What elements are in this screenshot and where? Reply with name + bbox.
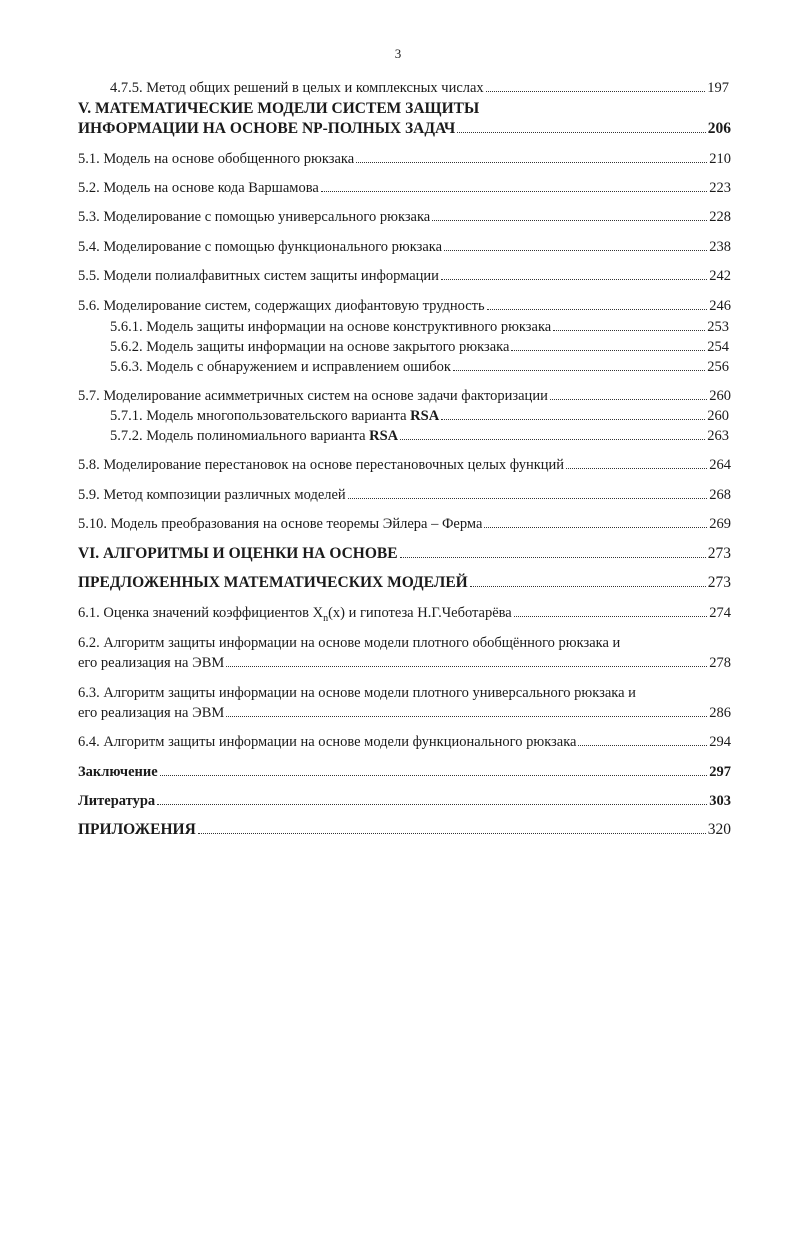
page-number: 3 bbox=[394, 46, 402, 61]
toc-entry-6-2-line1[interactable]: 6.2. Алгоритм защиты информации на основе модели плотного обобщённого рюкзака и bbox=[78, 635, 621, 651]
toc-entry-conclusion[interactable] bbox=[78, 763, 731, 781]
toc-entry-page: 278 bbox=[709, 655, 731, 671]
dot-leader bbox=[566, 468, 707, 469]
toc-entry-page: 294 bbox=[709, 734, 731, 750]
toc-entry-page: 246 bbox=[709, 298, 731, 314]
toc-entry-page: 228 bbox=[709, 209, 731, 225]
toc-entry-5-5[interactable] bbox=[78, 267, 731, 285]
dot-leader bbox=[484, 527, 707, 528]
dot-leader bbox=[160, 775, 708, 776]
toc-entry-5-4[interactable] bbox=[78, 238, 731, 256]
dot-leader bbox=[356, 162, 707, 163]
toc-entry-5-2[interactable] bbox=[78, 179, 731, 197]
dot-leader bbox=[444, 250, 707, 251]
toc-entry-5-1[interactable] bbox=[78, 150, 731, 168]
toc-entry-page: 238 bbox=[709, 239, 731, 255]
toc-entry-page: 269 bbox=[709, 516, 731, 532]
toc-entry-page: 197 bbox=[707, 80, 729, 96]
dot-leader bbox=[321, 191, 707, 192]
dot-leader bbox=[441, 279, 707, 280]
toc-entry-literature[interactable] bbox=[78, 792, 731, 810]
toc-entry-6-2[interactable] bbox=[78, 654, 731, 672]
toc-entry-title: 5.6.3. Модель с обнаружением и исправлением ошибок bbox=[110, 359, 451, 375]
toc-entry-page: 263 bbox=[707, 428, 729, 444]
toc-entry-5-6-1[interactable] bbox=[110, 318, 729, 336]
toc-entry-title: ИНФОРМАЦИИ НА ОСНОВЕ NP-ПОЛНЫХ ЗАДАЧ bbox=[78, 120, 456, 137]
toc-entry-title: 5.6. Моделирование систем, содержащих диофантовую трудность bbox=[78, 298, 485, 314]
toc-entry-4-7-5[interactable] bbox=[110, 79, 729, 97]
toc-entry-5-6-2[interactable] bbox=[110, 338, 729, 356]
toc-entry-5-8[interactable] bbox=[78, 456, 731, 474]
toc-entry-title: 5.9. Метод композиции различных моделей bbox=[78, 487, 346, 503]
toc-entry-title: 5.10. Модель преобразования на основе теоремы Эйлера – Ферма bbox=[78, 516, 483, 532]
toc-entry-5-7-2[interactable] bbox=[110, 427, 729, 445]
toc-entry-title: ПРЕДЛОЖЕННЫХ МАТЕМАТИЧЕСКИХ МОДЕЛЕЙ bbox=[78, 574, 468, 591]
dot-leader bbox=[514, 616, 708, 617]
toc-entry-title: 6.4. Алгоритм защиты информации на основе модели функционального рюкзака bbox=[78, 734, 577, 750]
dot-leader bbox=[511, 350, 705, 351]
toc-entry-title: 5.7.1. Модель многопользовательского варианта RSA bbox=[110, 408, 440, 424]
toc-entry-5-6-3[interactable] bbox=[110, 358, 729, 376]
dot-leader bbox=[550, 399, 707, 400]
toc-entry-title: 5.3. Моделирование с помощью универсального рюкзака bbox=[78, 209, 431, 225]
toc-entry-5-7-1[interactable] bbox=[110, 407, 729, 425]
toc-entry-title: 5.6.2. Модель защиты информации на основе закрытого рюкзака bbox=[110, 339, 510, 355]
toc-entry-page: 256 bbox=[707, 359, 729, 375]
dot-leader bbox=[486, 91, 706, 92]
dot-leader bbox=[157, 804, 707, 805]
toc-entry-title: 5.5. Модели полиалфавитных систем защиты информации bbox=[78, 268, 439, 284]
dot-leader bbox=[348, 498, 708, 499]
toc-entry-5-6[interactable] bbox=[78, 297, 731, 315]
toc-entry-page: 274 bbox=[709, 605, 731, 621]
toc-entry-title: его реализация на ЭВМ bbox=[78, 705, 225, 721]
toc-entry-page: 273 bbox=[707, 574, 731, 591]
toc-entry-title: его реализация на ЭВМ bbox=[78, 655, 225, 671]
toc-entry-page: 273 bbox=[707, 545, 731, 562]
toc-entry-page: 268 bbox=[709, 487, 731, 503]
dot-leader bbox=[553, 330, 705, 331]
toc-entry-page: 242 bbox=[709, 268, 731, 284]
toc-entry-5-3[interactable] bbox=[78, 208, 731, 226]
toc-entry-6-3[interactable] bbox=[78, 704, 731, 722]
toc-entry-chapter-5[interactable] bbox=[78, 120, 731, 138]
dot-leader bbox=[578, 745, 707, 746]
toc-entry-chapter-6-cont[interactable] bbox=[78, 574, 731, 592]
toc-entry-6-1[interactable] bbox=[78, 604, 731, 628]
toc-entry-5-9[interactable] bbox=[78, 486, 731, 504]
toc-entry-title: Заключение bbox=[78, 764, 158, 780]
dot-leader bbox=[457, 132, 705, 133]
toc-entry-title: 6.1. Оценка значений коэффициентов $X_n(x)$ и гипотеза Н.Г.Чеботарёва bbox=[78, 605, 512, 624]
toc-entry-page: 223 bbox=[709, 180, 731, 196]
toc-entry-6-4[interactable] bbox=[78, 733, 731, 751]
toc-entry-page: 303 bbox=[709, 793, 731, 809]
toc-entry-page: 206 bbox=[707, 120, 731, 137]
toc-entry-title: 4.7.5. Метод общих решений в целых и комплексных числах bbox=[110, 80, 484, 96]
toc-entry-page: 210 bbox=[709, 151, 731, 167]
toc-entry-title: 5.8. Моделирование перестановок на основе перестановочных целых функций bbox=[78, 457, 565, 473]
toc-entry-title: 5.7.2. Модель полиномиального варианта RSA bbox=[110, 428, 399, 444]
toc-entry-title: 5.2. Модель на основе кода Варшамова bbox=[78, 180, 319, 196]
toc-entry-title: 5.4. Моделирование с помощью функционального рюкзака bbox=[78, 239, 443, 255]
toc-entry-page: 297 bbox=[709, 764, 731, 780]
toc-entry-title: Литература bbox=[78, 793, 156, 809]
toc-entry-page: 264 bbox=[709, 457, 731, 473]
toc-entry-title: 5.7. Моделирование асимметричных систем на основе задачи факторизации bbox=[78, 388, 548, 404]
toc-entry-page: 253 bbox=[707, 319, 729, 335]
dot-leader bbox=[400, 439, 705, 440]
toc-entry-page: 260 bbox=[707, 408, 729, 424]
dot-leader bbox=[470, 586, 706, 587]
toc-entry-page: 260 bbox=[709, 388, 731, 404]
dot-leader bbox=[226, 716, 707, 717]
toc-entry-title: ПРИЛОЖЕНИЯ bbox=[78, 821, 196, 838]
toc-entry-5-7[interactable] bbox=[78, 387, 731, 405]
toc-entry-page: 320 bbox=[707, 821, 731, 838]
toc-entry-title: 5.1. Модель на основе обобщенного рюкзака bbox=[78, 151, 355, 167]
toc-entry-page: 254 bbox=[707, 339, 729, 355]
toc-entry-title: 5.6.1. Модель защиты информации на основе конструктивного рюкзака bbox=[110, 319, 552, 335]
toc-entry-5-10[interactable] bbox=[78, 515, 731, 533]
dot-leader bbox=[400, 557, 706, 558]
dot-leader bbox=[453, 370, 705, 371]
dot-leader bbox=[441, 419, 705, 420]
dot-leader bbox=[198, 833, 706, 834]
dot-leader bbox=[487, 309, 708, 310]
toc-entry-chapter-6[interactable] bbox=[78, 545, 731, 563]
dot-leader bbox=[226, 666, 707, 667]
toc-entry-title: VI. АЛГОРИТМЫ И ОЦЕНКИ НА ОСНОВЕ bbox=[78, 545, 398, 562]
dot-leader bbox=[432, 220, 707, 221]
toc-entry-6-3-line1[interactable]: 6.3. Алгоритм защиты информации на основе модели плотного универсального рюкзака и bbox=[78, 685, 636, 701]
toc-entry-page: 286 bbox=[709, 705, 731, 721]
toc-entry-appendices[interactable] bbox=[78, 821, 731, 839]
toc-entry-chapter-5-line1[interactable]: V. МАТЕМАТИЧЕСКИЕ МОДЕЛИ СИСТЕМ ЗАЩИТЫ bbox=[78, 100, 480, 117]
